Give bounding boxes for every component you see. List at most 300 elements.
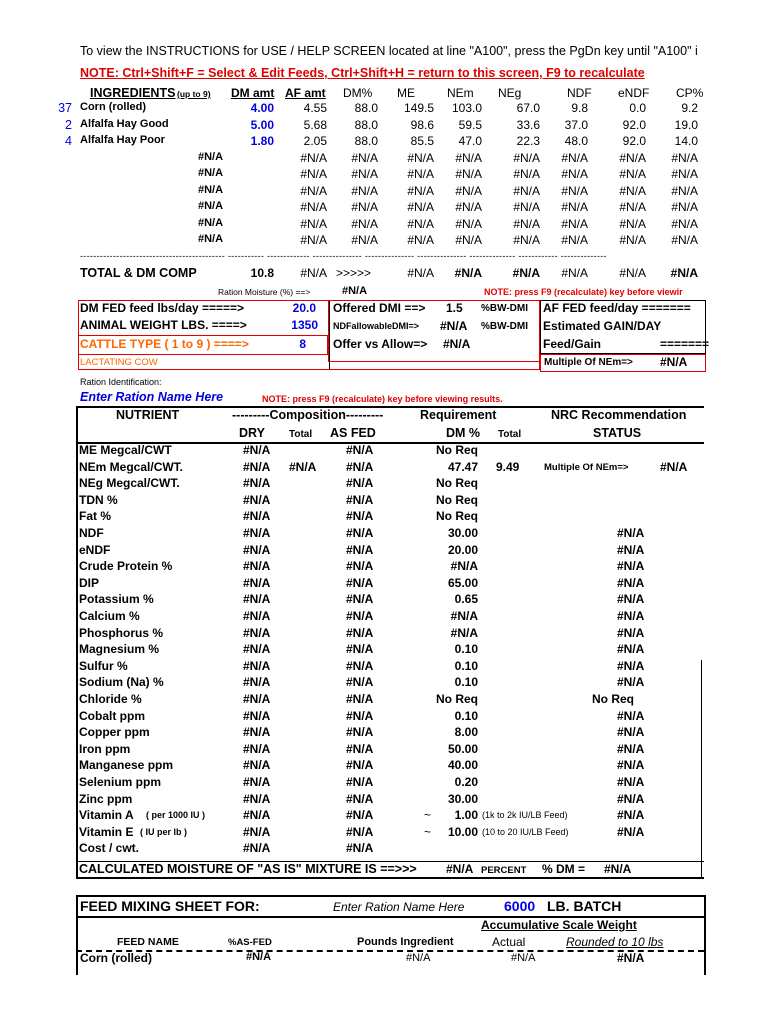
nutrient-name: Phosphorus % xyxy=(79,625,164,640)
ingredient-cp: #N/A xyxy=(671,183,698,198)
total-nem: #N/A xyxy=(454,266,482,280)
ingredient-endf: 92.0 xyxy=(622,134,646,148)
ingredient-af: #N/A xyxy=(300,200,327,214)
ingredient-af: 2.05 xyxy=(303,134,327,148)
ingredient-me: #N/A xyxy=(407,167,434,181)
offer-vs-allow-label: Offer vs Allow=> xyxy=(333,337,428,351)
nutrient-status: #N/A xyxy=(617,642,645,657)
ingredient-ndf: #N/A xyxy=(561,200,588,214)
dm-fed-input[interactable]: 20.0 xyxy=(292,301,316,315)
dry-header: DRY xyxy=(239,426,265,440)
nutrient-row xyxy=(0,543,768,559)
nutrient-req: 30.00 xyxy=(447,791,478,806)
total-arrow: >>>>> xyxy=(336,266,372,280)
nutrient-asfed: #N/A xyxy=(346,725,374,740)
dm-pct-header: DM% xyxy=(343,86,373,100)
total-me: #N/A xyxy=(407,266,434,280)
nutrient-asfed: #N/A xyxy=(346,675,374,690)
ingredient-cp: 19.0 xyxy=(674,117,698,132)
nutrient-row xyxy=(0,675,768,691)
nutrient-name: Sodium (Na) % xyxy=(79,675,164,690)
nutrient-req: 65.00 xyxy=(447,575,478,590)
nutrient-req: 1.00 xyxy=(454,808,478,823)
batch-size-input[interactable]: 6000 xyxy=(504,898,536,914)
nutrient-row xyxy=(0,841,768,857)
nutrient-req: 0.10 xyxy=(454,675,478,690)
ingredient-name: #N/A xyxy=(198,150,224,163)
ingredient-id[interactable]: 2 xyxy=(65,117,72,132)
ration-id-label: Ration Identification: xyxy=(80,377,162,387)
note-shortcuts: NOTE: Ctrl+Shift+F = Select & Edit Feeds, Ctrl+Shift+H = return to this screen, F9 to recalculate xyxy=(80,66,645,80)
offered-dmi-unit: %BW-DMI xyxy=(481,303,529,314)
ingredient-me: #N/A xyxy=(407,150,434,165)
ndf-allowable-label: NDFallowableDMI=> xyxy=(333,321,420,331)
nutrient-status: #N/A xyxy=(617,575,645,590)
nutrient-status: #N/A xyxy=(617,658,645,673)
total-req-header: Total xyxy=(498,429,522,440)
ingredient-neg: 33.6 xyxy=(516,117,540,132)
ingredient-me: 98.6 xyxy=(410,117,434,132)
af-amt-header: AF amt xyxy=(285,86,326,100)
nutrient-asfed: #N/A xyxy=(346,443,374,457)
nutrient-asfed: #N/A xyxy=(346,841,374,856)
mixing-pounds: #N/A xyxy=(406,952,431,964)
ingredient-row xyxy=(0,151,768,167)
ingredient-row xyxy=(0,134,768,150)
nutrient-row xyxy=(0,526,768,542)
ingredient-neg: #N/A xyxy=(513,233,540,247)
ration-moisture-label: Ration Moisture (%) ==> xyxy=(218,287,311,297)
ingredient-cp: #N/A xyxy=(671,150,698,165)
nutrient-row xyxy=(0,758,768,774)
cattle-type-input[interactable]: 8 xyxy=(299,337,306,351)
nutrient-name: Fat % xyxy=(79,509,112,524)
ingredient-ndf: #N/A xyxy=(561,167,588,181)
ingredient-row xyxy=(0,217,768,233)
ingredient-endf: #N/A xyxy=(619,200,646,214)
ingredient-endf: #N/A xyxy=(619,183,646,198)
ingredient-neg: #N/A xyxy=(513,150,540,165)
nutrient-asfed: #N/A xyxy=(346,476,374,491)
nutrient-dry: #N/A xyxy=(243,675,271,690)
percent-label: PERCENT xyxy=(481,865,527,876)
nutrient-dry: #N/A xyxy=(243,542,271,557)
nutrient-asfed: #N/A xyxy=(346,592,374,607)
nutrient-name: Calcium % xyxy=(79,609,140,623)
nutrient-note: Multiple Of NEm=> xyxy=(544,461,629,473)
dm-equals-label: % DM = xyxy=(542,862,586,876)
nutrient-dry: #N/A xyxy=(243,708,271,723)
ndf-allowable-value: #N/A xyxy=(440,319,468,333)
composition-header: ---------Composition--------- xyxy=(232,408,384,422)
nutrient-req: 8.00 xyxy=(454,725,478,740)
nutrient-req: No Req xyxy=(436,492,478,507)
nutrient-asfed: #N/A xyxy=(346,642,374,657)
ingredient-neg: 67.0 xyxy=(516,101,540,115)
nutrient-dry: #N/A xyxy=(243,775,271,789)
estimated-gain-label: Estimated GAIN/DAY xyxy=(543,319,662,333)
ingredient-cp: #N/A xyxy=(671,233,698,247)
ingredient-nem: 47.0 xyxy=(458,134,482,148)
ingredient-dmp: #N/A xyxy=(351,167,378,181)
ingredient-af: #N/A xyxy=(300,233,327,247)
nutrient-row xyxy=(0,443,768,459)
nutrient-req: No Req xyxy=(436,476,478,491)
nutrient-dry: #N/A xyxy=(243,492,271,507)
nutrient-asfed: #N/A xyxy=(346,741,374,756)
nutrient-row xyxy=(0,509,768,525)
feed-name-header: FEED NAME xyxy=(117,936,179,948)
nutrient-asfed: #N/A xyxy=(346,609,374,623)
total-header: Total xyxy=(289,429,313,440)
nutrient-status: #N/A xyxy=(617,675,645,690)
nutrient-name: ME Megcal/CWT xyxy=(79,443,172,457)
ingredient-dmp: #N/A xyxy=(351,233,378,247)
ingredient-af: #N/A xyxy=(300,150,327,165)
feed-gain-label: Feed/Gain xyxy=(543,337,602,351)
nutrient-dry: #N/A xyxy=(243,592,271,607)
nutrient-asfed: #N/A xyxy=(346,625,374,640)
nutrient-asfed: #N/A xyxy=(346,459,374,474)
nutrient-name: eNDF xyxy=(79,542,111,557)
nutrient-asfed: #N/A xyxy=(346,559,374,574)
nutrient-row xyxy=(0,659,768,675)
nutrient-total: #N/A xyxy=(289,459,317,474)
moisture-value: #N/A xyxy=(446,862,474,876)
nutrient-dry: #N/A xyxy=(243,443,271,457)
nutrient-dry: #N/A xyxy=(243,658,271,673)
nutrient-dry: #N/A xyxy=(243,459,271,474)
nutrient-dry: #N/A xyxy=(243,824,271,839)
dm-pct-req-header: DM % xyxy=(446,426,481,440)
nutrient-row xyxy=(0,460,768,476)
nutrient-asfed: #N/A xyxy=(346,791,374,806)
ingredient-ndf: #N/A xyxy=(561,216,588,231)
nutrient-row xyxy=(0,825,768,841)
nutrient-req: #N/A xyxy=(450,625,478,640)
nutrient-row xyxy=(0,808,768,824)
ingredient-endf: #N/A xyxy=(619,216,646,231)
mixing-dash-rule xyxy=(76,950,704,952)
ingredient-nem: #N/A xyxy=(455,167,482,181)
ingredient-dm-amt[interactable]: 4.00 xyxy=(250,101,274,115)
nutrient-name: NDF xyxy=(79,526,104,540)
nutrient-req: 0.10 xyxy=(454,658,478,673)
feed-gain-value: ======= xyxy=(660,337,710,351)
af-fed-label: AF FED feed/day ======= xyxy=(543,301,691,315)
ingredient-cp: #N/A xyxy=(671,200,698,214)
ingredient-row xyxy=(0,184,768,200)
nutrient-dry: #N/A xyxy=(243,609,271,623)
nutrient-row xyxy=(0,725,768,741)
ingredient-me: 149.5 xyxy=(403,101,434,115)
nutrient-name: Vitamin A xyxy=(79,808,134,823)
nutrient-req: 30.00 xyxy=(447,526,478,540)
nutrient-name: NEm Megcal/CWT. xyxy=(79,459,184,474)
nutrient-name: Cobalt ppm xyxy=(79,708,145,723)
ingredient-endf: #N/A xyxy=(619,150,646,165)
nutrient-req: #N/A xyxy=(450,559,478,574)
dm-amt-header: DM amt xyxy=(231,86,275,100)
nutrient-name: Copper ppm xyxy=(79,725,150,740)
ingredient-me: #N/A xyxy=(407,183,434,198)
ingredient-nem: 59.5 xyxy=(458,117,482,132)
nutrient-status: #N/A xyxy=(617,791,645,806)
ingredient-dm-amt[interactable]: 1.80 xyxy=(250,134,274,148)
nutrient-name: Potassium % xyxy=(79,592,154,607)
rounded-header: Rounded to 10 lbs xyxy=(566,935,664,949)
ingredient-cp: 14.0 xyxy=(674,134,698,148)
nutrient-row xyxy=(0,775,768,791)
ingredient-ndf: 37.0 xyxy=(564,117,588,132)
actual-header: Actual xyxy=(492,935,526,949)
dm-equals-value: #N/A xyxy=(604,862,632,876)
nutrient-dry: #N/A xyxy=(243,841,271,856)
nutrient-row xyxy=(0,642,768,658)
nutrient-row xyxy=(0,576,768,592)
note-f9-top: NOTE: press F9 (recalculate) key before viewir xyxy=(484,287,683,297)
ingredient-id[interactable]: 4 xyxy=(65,134,72,148)
nutrient-req: 0.10 xyxy=(454,708,478,723)
nutrient-name: Crude Protein % xyxy=(79,559,173,574)
ingredient-name: Alfalfa Hay Good xyxy=(80,117,169,130)
nutrient-status: #N/A xyxy=(617,725,645,740)
nutrient-unit: ( IU per lb ) xyxy=(140,826,187,837)
nutrient-row xyxy=(0,742,768,758)
nutrient-name: TDN % xyxy=(79,492,118,507)
status-header: STATUS xyxy=(593,426,642,440)
nutrient-row xyxy=(0,709,768,725)
ingredient-name: #N/A xyxy=(198,167,224,179)
nutrient-dry: #N/A xyxy=(243,758,271,773)
ingredient-me: #N/A xyxy=(407,216,434,231)
nutrient-row xyxy=(0,592,768,608)
nem-header: NEm xyxy=(447,86,474,100)
nutrient-req-note: (1k to 2k IU/LB Feed) xyxy=(482,810,568,821)
animal-weight-input[interactable]: 1350 xyxy=(291,318,318,332)
nutrient-dry: #N/A xyxy=(243,625,271,640)
asfed-pct-header: %AS-FED xyxy=(228,937,272,948)
total-af: #N/A xyxy=(300,266,327,280)
neg-header: NEg xyxy=(498,86,522,100)
ingredient-dmp: 88.0 xyxy=(354,101,378,115)
nutrient-name: Selenium ppm xyxy=(79,775,162,789)
ingredient-row xyxy=(0,118,768,134)
nutrient-req: No Req xyxy=(436,443,478,457)
total-endf: #N/A xyxy=(619,266,646,280)
nutrient-status: #N/A xyxy=(617,808,645,823)
nutrient-name: Chloride % xyxy=(79,692,142,706)
nutrient-dry: #N/A xyxy=(243,741,271,756)
nutrient-row xyxy=(0,609,768,625)
total-cp: #N/A xyxy=(670,266,698,280)
nutrient-req: 0.10 xyxy=(454,642,478,657)
approx-symbol: ~ xyxy=(424,808,432,823)
ingredient-dmp: #N/A xyxy=(351,200,378,214)
nutrient-row xyxy=(0,559,768,575)
cattle-type-label: CATTLE TYPE ( 1 to 9 ) ====> xyxy=(80,337,249,351)
nutrient-name: Magnesium % xyxy=(79,642,160,657)
mixing-feed-name: Corn (rolled) xyxy=(80,951,152,965)
mixing-rounded: #N/A xyxy=(617,951,645,965)
total-neg: #N/A xyxy=(512,266,540,280)
ingredient-nem: #N/A xyxy=(455,183,482,198)
nutrient-status: #N/A xyxy=(617,625,645,640)
ingredients-subtitle: (up to 9) xyxy=(177,89,211,99)
nutrient-req: 0.65 xyxy=(454,592,478,607)
nutrient-status: #N/A xyxy=(617,609,645,623)
ingredients-title: INGREDIENTS xyxy=(90,86,176,100)
nutrient-asfed: #N/A xyxy=(346,692,374,706)
nutrient-req: 20.00 xyxy=(447,542,478,557)
offer-vs-allow-value: #N/A xyxy=(443,337,471,351)
moisture-label: CALCULATED MOISTURE OF "AS IS" MIXTURE IS ==>>> xyxy=(79,862,417,876)
nutrient-asfed: #N/A xyxy=(346,492,374,507)
ingredient-endf: #N/A xyxy=(619,167,646,181)
nutrient-status: #N/A xyxy=(617,741,645,756)
ingredient-row xyxy=(0,233,768,249)
nutrient-dry: #N/A xyxy=(243,575,271,590)
nutrient-asfed: #N/A xyxy=(346,575,374,590)
nutrient-req-note: (10 to 20 IU/LB Feed) xyxy=(482,826,569,837)
ingredient-neg: #N/A xyxy=(513,167,540,181)
nutrient-dry: #N/A xyxy=(243,509,271,524)
ingredient-af: 5.68 xyxy=(303,117,327,132)
mixing-ration-name[interactable]: Enter Ration Name Here xyxy=(333,900,465,914)
nutrient-name: Manganese ppm xyxy=(79,758,174,773)
ingredient-name: Corn (rolled) xyxy=(80,101,146,113)
ingredient-endf: 0.0 xyxy=(629,101,646,115)
nutrient-asfed: #N/A xyxy=(346,708,374,723)
nutrient-unit: ( per 1000 IU ) xyxy=(146,810,206,821)
ingredient-me: 85.5 xyxy=(410,134,434,148)
ration-moisture-value: #N/A xyxy=(342,285,368,297)
asfed-header: AS FED xyxy=(330,426,376,440)
ingredient-cp: 9.2 xyxy=(681,101,698,115)
ingredient-row xyxy=(0,167,768,183)
nutrient-asfed: #N/A xyxy=(346,758,374,773)
nutrient-req: 47.47 xyxy=(447,459,478,474)
nutrient-asfed: #N/A xyxy=(346,824,374,839)
offered-dmi-label: Offered DMI ==> xyxy=(333,301,426,315)
nutrient-dry: #N/A xyxy=(243,791,271,806)
nutrient-name: Sulfur % xyxy=(79,658,128,673)
multiple-nem-label: Multiple Of NEm=> xyxy=(544,357,633,368)
ingredient-neg: #N/A xyxy=(513,200,540,214)
ndf-header: NDF xyxy=(567,86,592,100)
dashed-separator: -------------------------------------------- ----------- ------------- --------------- --------------- --------------- -------------- ------------ -------------- xyxy=(80,251,607,261)
nutrient-row xyxy=(0,692,768,708)
nutrient-dry: #N/A xyxy=(243,642,271,657)
mixing-actual: #N/A xyxy=(511,952,536,964)
scale-weight-header: Accumulative Scale Weight xyxy=(481,918,637,932)
ingredient-name: #N/A xyxy=(198,183,224,196)
nutrient-name: Cost / cwt. xyxy=(79,841,140,856)
ingredient-dmp: #N/A xyxy=(351,183,378,198)
nutrient-dry: #N/A xyxy=(243,692,271,706)
ingredient-dm-amt[interactable]: 5.00 xyxy=(250,117,274,132)
ingredient-af: 4.55 xyxy=(303,101,327,115)
nutrient-req: 10.00 xyxy=(447,824,478,839)
nutrient-status: #N/A xyxy=(617,758,645,773)
nutrient-req: 40.00 xyxy=(447,758,478,773)
nutrient-req: 50.00 xyxy=(447,741,478,756)
nutrient-status: #N/A xyxy=(617,708,645,723)
nutrient-dry: #N/A xyxy=(243,476,271,491)
nutrient-status: #N/A xyxy=(617,775,645,789)
batch-unit: LB. BATCH xyxy=(547,898,622,914)
ingredient-af: #N/A xyxy=(300,216,327,231)
ingredient-dmp: #N/A xyxy=(351,216,378,231)
multiple-nem-value: #N/A xyxy=(660,355,688,369)
nutrient-row xyxy=(0,792,768,808)
ingredient-row xyxy=(0,101,768,117)
nutrient-asfed: #N/A xyxy=(346,808,374,823)
nutrient-row xyxy=(0,493,768,509)
cp-header: CP% xyxy=(676,86,704,100)
ingredient-af: #N/A xyxy=(300,167,327,181)
nutrient-name: Iron ppm xyxy=(79,741,131,756)
ingredient-nem: 103.0 xyxy=(451,101,482,115)
ingredient-id[interactable]: 37 xyxy=(58,101,72,115)
ndf-allowable-unit: %BW-DMI xyxy=(481,321,529,332)
nutrient-dry: #N/A xyxy=(243,559,271,574)
pounds-header: Pounds Ingredient xyxy=(357,936,454,948)
nutrient-name: Zinc ppm xyxy=(79,791,133,806)
ingredient-me: #N/A xyxy=(407,200,434,214)
ingredient-dmp: 88.0 xyxy=(354,134,378,148)
dm-fed-label: DM FED feed lbs/day =====> xyxy=(80,301,245,315)
ingredient-neg: #N/A xyxy=(513,183,540,198)
approx-symbol: ~ xyxy=(424,824,432,839)
total-label: TOTAL & DM COMP xyxy=(80,266,197,280)
nutrient-status: #N/A xyxy=(617,592,645,607)
instructions-text: To view the INSTRUCTIONS for USE / HELP SCREEN located at line "A100", press the PgDn key until "A100" i xyxy=(80,44,698,58)
nutrient-name: Vitamin E xyxy=(79,824,134,839)
ingredient-dmp: 88.0 xyxy=(354,117,378,132)
nutrient-status: #N/A xyxy=(617,824,645,839)
nutrient-status: No Req xyxy=(592,692,634,706)
requirement-header: Requirement xyxy=(420,408,497,422)
ingredient-cp: #N/A xyxy=(671,216,698,231)
ingredient-name: #N/A xyxy=(198,216,224,229)
nutrient-asfed: #N/A xyxy=(346,542,374,557)
ingredient-name: Alfalfa Hay Poor xyxy=(80,134,165,146)
nutrient-name: DIP xyxy=(79,575,100,590)
nutrient-asfed: #N/A xyxy=(346,658,374,673)
ingredient-ndf: 9.8 xyxy=(571,101,588,115)
nutrient-row xyxy=(0,626,768,642)
ingredient-endf: #N/A xyxy=(619,233,646,247)
ingredient-cp: #N/A xyxy=(671,167,698,181)
ingredient-nem: #N/A xyxy=(455,200,482,214)
total-dm: 10.8 xyxy=(250,266,274,280)
ingredient-ndf: #N/A xyxy=(561,233,588,247)
ingredient-dmp: #N/A xyxy=(351,150,378,165)
ingredient-nem: #N/A xyxy=(455,216,482,231)
endf-header: eNDF xyxy=(618,86,650,100)
ingredient-nem: #N/A xyxy=(455,150,482,165)
nutrient-dry: #N/A xyxy=(243,808,271,823)
ingredient-ndf: #N/A xyxy=(561,183,588,198)
cattle-description: LACTATING COW xyxy=(80,357,158,368)
ration-name-input[interactable]: Enter Ration Name Here xyxy=(80,390,224,404)
ingredient-neg: #N/A xyxy=(513,216,540,231)
ingredient-ndf: 48.0 xyxy=(564,134,588,148)
nutrient-dry: #N/A xyxy=(243,725,271,740)
me-header: ME xyxy=(397,86,415,100)
note-f9: NOTE: press F9 (recalculate) key before viewing results. xyxy=(262,394,503,404)
